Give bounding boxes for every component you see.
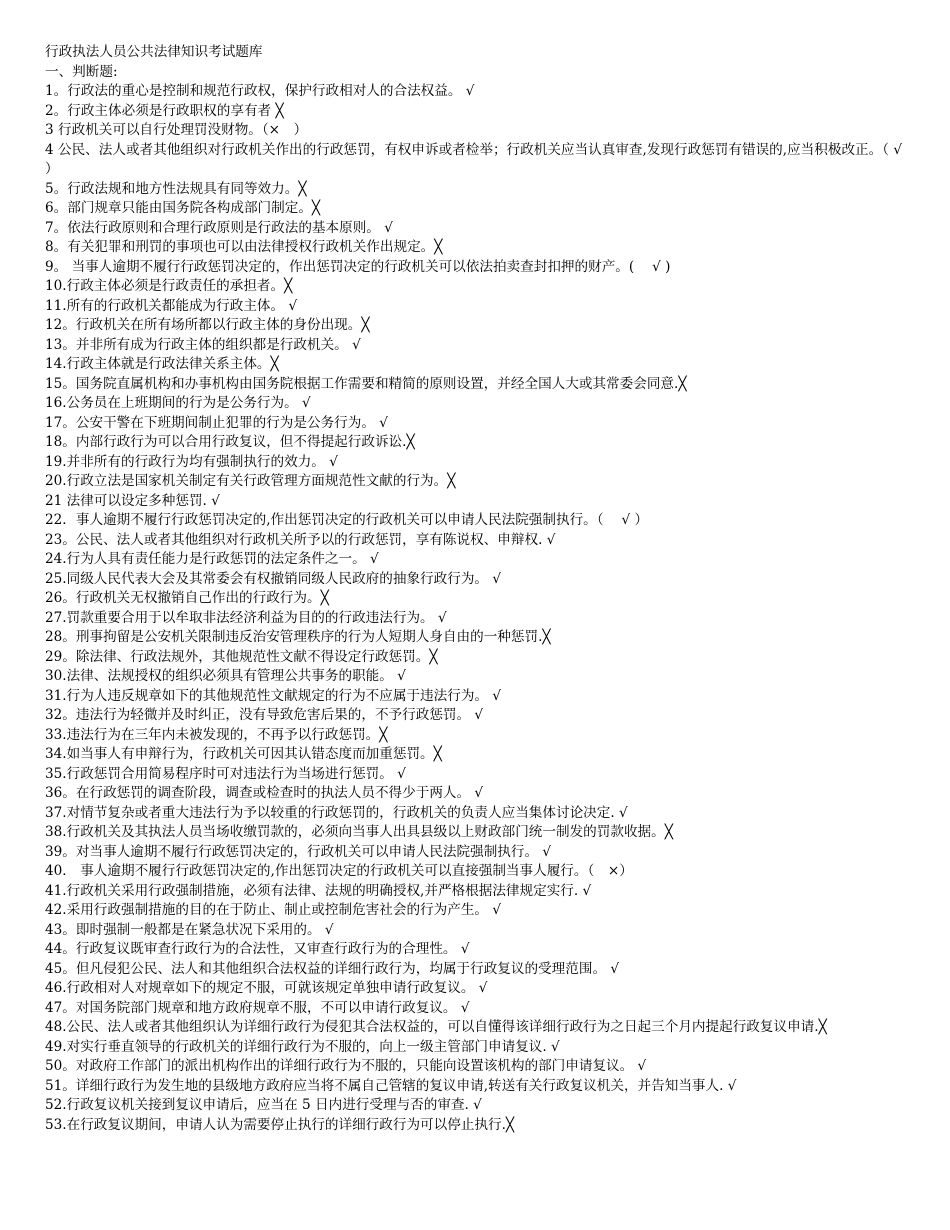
question-item: 37.对情节复杂或者重大违法行为予以较重的行政惩罚的，行政机关的负责人应当集体讨论决定. √ [45,804,628,821]
question-item: 43。即时强制一般都是在紧急状况下采用的。 √ [45,921,334,938]
question-item: 48.公民、法人或者其他组织认为详细行政行为侵犯其合法权益的，可以自懂得该详细行政行为之日起三个月内提起行政复议申请.╳ [45,1019,827,1035]
question-item: 17。公安干警在下班期间制止犯罪的行为是公务行为。 √ [45,414,388,431]
question-item: 2。行政主体必须是行政职权的享有者 ╳ [45,102,284,119]
document-title: 行政执法人员公共法律知识考试题库 [45,44,263,60]
question-item: 15。国务院直属机构和办事机构由国务院根据工作需要和精简的原则设置，并经全国人大或其常委会同意.╳ [45,375,687,392]
question-item: 7。依法行政原则和合理行政原则是行政法的基本原则。 √ [45,219,393,236]
question-item: 8。有关犯罪和刑罚的事项也可以由法律授权行政机关作出规定。╳ [45,239,443,255]
question-item: 6。部门规章只能由国务院各构成部门制定。╳ [45,200,321,216]
question-item: 24.行为人具有责任能力是行政惩罚的法定条件之一。 √ [45,551,379,567]
question-item: 33.违法行为在三年内未被发现的，不再予以行政惩罚。╳ [45,726,388,743]
question-item: 14.行政主体就是行政法律关系主体。╳ [45,356,279,372]
question-item: 40． 事人逾期不履行行政惩罚决定的,作出惩罚决定的行政机关可以直接强制当事人履行。（ ×） [45,863,633,879]
question-item: 46.行政相对人对规章如下的规定不服，可就该规定单独申请行政复议。 √ [45,980,488,996]
question-item: 16.公务员在上班期间的行为是公务行为。 √ [45,395,311,411]
question-item: 41.行政机关采用行政强制措施，必须有法律、法规的明确授权,并严格根据法律规定实行. √ [45,882,592,899]
question-item: 20.行政立法是国家机关制定有关行政管理方面规范性文献的行为。╳ [45,473,456,489]
question-item: 35.行政惩罚合用简易程序时可对违法行为当场进行惩罚。 √ [45,765,406,782]
question-item: 26。行政机关无权撤销自己作出的行政行为。╳ [45,590,329,606]
question-item: 38.行政机关及其执法人员当场收缴罚款的，必须向当事人出具县级以上财政部门统一制发的罚款收据。╳ [45,824,673,840]
question-item: 31.行为人违反规章如下的其他规范性文献规定的行为不应属于违法行为。 √ [45,687,502,704]
question-item: 28。刑事拘留是公安机关限制违反治安管理秩序的行为人短期人身自由的一种惩罚.╳ [45,629,551,645]
section-heading: 一、判断题: [45,63,118,80]
question-item: 23。公民、法人或者其他组织对行政机关所予以的行政惩罚，享有陈说权、申辩权. √ [45,531,556,548]
question-item: 29。除法律、行政法规外，其他规范性文献不得设定行政惩罚。╳ [45,648,438,665]
question-item: 44。行政复议既审查行政行为的合法性，又审查行政行为的合理性。 √ [45,941,470,957]
question-item: 39。对当事人逾期不履行行政惩罚决定的，行政机关可以申请人民法院强制执行。 √ [45,843,552,860]
question-item: 30.法律、法规授权的组织必须具有管理公共事务的职能。 √ [45,668,406,684]
question-item: 4 公民、法人或者其他组织对行政机关作出的行政惩罚，有权申诉或者检举；行政机关应当认真审查,发现行政惩罚有错误的,应当积极改正。（ √ ） [45,141,920,177]
question-item: 53.在行政复议期间，申请人认为需要停止执行的详细行政行为可以停止执行.╳ [45,1116,515,1133]
question-item: 5。行政法规和地方性法规具有同等效力。╳ [45,180,307,197]
question-item: 51。详细行政行为发生地的县级地方政府应当将不属自己管辖的复议申请,转送有关行政复议机关，并告知当事人. √ [45,1077,737,1094]
question-item: 27.罚款重要合用于以牟取非法经济利益为目的的行政违法行为。 √ [45,609,447,626]
question-item: 32。违法行为轻微并及时纠正，没有导致危害后果的，不予行政惩罚。 √ [45,707,484,723]
document-page [45,43,920,1135]
question-item: 45。但凡侵犯公民、法人和其他组织合法权益的详细行政行为，均属于行政复议的受理范围。 √ [45,960,620,977]
question-item: 49.对实行垂直领导的行政机关的详细行政行为不服的，向上一级主管部门申请复议. √ [45,1038,560,1055]
question-item: 10.行政主体必须是行政责任的承担者。╳ [45,278,293,294]
question-item: 19.并非所有的行政行为均有强制执行的效力。 √ [45,453,338,470]
question-item: 12。行政机关在所有场所都以行政主体的身份出现。╳ [45,317,370,333]
question-item: 42.采用行政强制措施的目的在于防止、制止或控制危害社会的行为产生。 √ [45,902,502,918]
question-item: 25.同级人民代表大会及其常委会有权撤销同级人民政府的抽象行政行为。 √ [45,570,502,587]
question-item: 21 法律可以设定多种惩罚. √ [45,492,220,509]
question-item: 52.行政复议机关接到复议申请后，应当在 5 日内进行受理与否的审查. √ [45,1097,482,1113]
question-item: 11.所有的行政机关都能成为行政主体。 √ [45,297,298,314]
question-item: 34.如当事人有申辩行为，行政机关可因其认错态度而加重惩罚。╳ [45,746,442,762]
question-item: 18。内部行政行为可以合用行政复议，但不得提起行政诉讼.╳ [45,434,415,450]
question-list [45,82,920,1135]
question-item: 50。对政府工作部门的派出机构作出的详细行政行为不服的，只能向设置该机构的部门申请复议。 √ [45,1058,647,1074]
question-item: 22．事人逾期不履行行政惩罚决定的,作出惩罚决定的行政机关可以申请人民法院强制执行。（ √ ） [45,512,649,528]
question-item: 47。对国务院部门规章和地方政府规章不服，不可以申请行政复议。 √ [45,999,470,1016]
question-item: 1。行政法的重心是控制和规范行政权，保护行政相对人的合法权益。 √ [45,83,475,99]
question-item: 3 行政机关可以自行处理罚没财物。（× ） [45,122,308,138]
question-item: 36。在行政惩罚的调查阶段，调查或检查时的执法人员不得少于两人。 √ [45,785,484,801]
question-item: 9。 当事人逾期不履行行政惩罚决定的，作出惩罚决定的行政机关可以依法拍卖查封扣押的财产。( √ ) [45,258,671,275]
question-item: 13。并非所有成为行政主体的组织都是行政机关。 √ [45,336,361,353]
